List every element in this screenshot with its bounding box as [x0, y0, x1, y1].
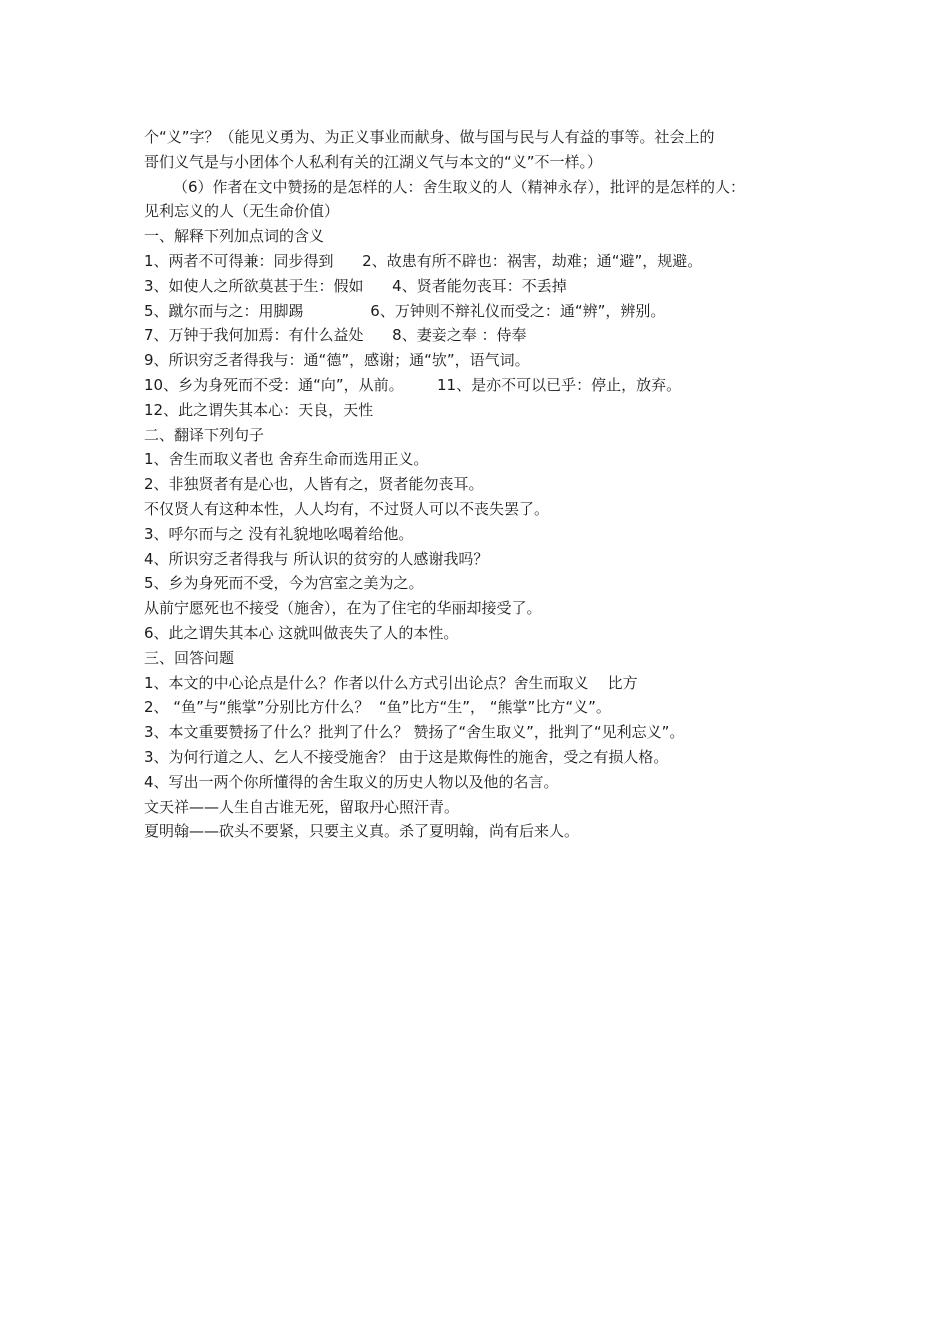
text-line: 9、所识穷乏者得我与：通“德”，感谢；通“欤”，语气词。	[144, 351, 530, 370]
section-heading: 二、翻译下列句子	[144, 425, 265, 444]
text-line: 12、此之谓失其本心：天良，天性	[144, 400, 374, 419]
text-line: 6、此之谓失其本心 这就叫做丧失了人的本性。	[144, 623, 459, 642]
text-line: 7、万钟于我何加焉：有什么益处 8、妻妾之奉 ：侍奉	[144, 326, 527, 345]
text-line: 从前宁愿死也不接受（施舍），在为了住宅的华丽却接受了。	[144, 599, 542, 618]
text-line: 见利忘义的人（无生命价值）	[144, 202, 340, 221]
text-line: 个“义”字？（能见义勇为、为正义事业而献身、做与国与民与人有益的事等。社会上的	[144, 128, 715, 146]
section-heading: 一、解释下列加点词的含义	[144, 227, 325, 246]
text-line: 10、乡为身死而不受：通“向”，从前。 11、是亦不可以已乎：停止，放弃。	[144, 375, 682, 394]
document-body	[144, 125, 824, 844]
text-line: 1、本文的中心论点是什么？作者以什么方式引出论点？舍生而取义 比方	[144, 673, 638, 692]
section-heading: 三、回答问题	[144, 648, 235, 667]
text-line: 4、写出一两个你所懂得的舍生取义的历史人物以及他的名言。	[144, 772, 559, 791]
text-line: 3、为何行道之人、乞人不接受施舍？ 由于这是欺侮性的施舍，受之有损人格。	[144, 747, 669, 766]
text-line: 2、 “鱼”与“熊掌”分别比方什么？ “鱼”比方“生”， “熊掌”比方“义”。	[144, 698, 611, 717]
text-line: 文天祥——人生自古谁无死，留取丹心照汗青。	[144, 797, 460, 816]
text-line: 3、如使人之所欲莫甚于生：假如 4、贤者能勿丧耳：不丢掉	[144, 276, 567, 295]
text-line: 不仅贤人有这种本性，人人均有，不过贤人可以不丧失罢了。	[144, 499, 550, 518]
text-line: 1、舍生而取义者也 舍弃生命而选用正义。	[144, 450, 429, 469]
text-line: 4、所识穷乏者得我与 所认识的贫穷的人感谢我吗？	[144, 549, 489, 568]
text-line: 5、乡为身死而不受，今为宫室之美为之。	[144, 574, 424, 593]
text-line: 1、两者不可得兼：同步得到 2、故患有所不辟也：祸害，劫难；通“避”，规避。	[144, 251, 703, 270]
text-line: 2、非独贤者有是心也，人皆有之，贤者能勿丧耳。	[144, 475, 484, 494]
text-line: 5、蹴尔而与之：用脚踢 6、万钟则不辩礼仪而受之：通“辨”，辨别。	[144, 301, 666, 320]
text-line: 哥们义气是与小团体个人私利有关的江湖义气与本文的“义”不一样。）	[144, 152, 603, 171]
text-line: （6）作者在文中赞扬的是怎样的人：舍生取义的人（精神永存），批评的是怎样的人：	[173, 177, 746, 196]
text-line: 3、本文重要赞扬了什么？批判了什么？ 赞扬了“舍生取义”，批判了“见利忘义”。	[144, 723, 685, 742]
text-line: 夏明翰——砍头不要紧，只要主义真。杀了夏明翰，尚有后来人。	[144, 822, 580, 841]
text-line: 3、呼尔而与之 没有礼貌地吆喝着给他。	[144, 524, 414, 543]
